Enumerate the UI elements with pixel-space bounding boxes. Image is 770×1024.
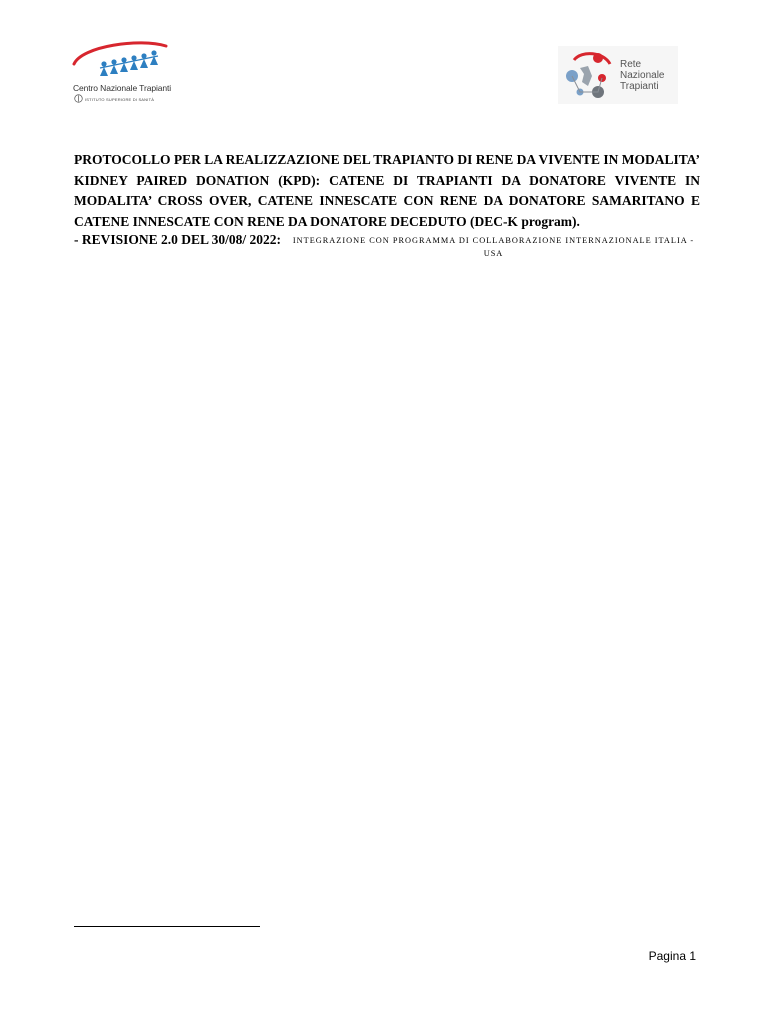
- revision-line: [74, 232, 700, 260]
- page-number: Pagina 1: [648, 949, 696, 963]
- document-title-block: [74, 150, 700, 260]
- rnt-logo-line-3: Trapianti: [620, 81, 659, 92]
- revision-label: - REVISIONE 2.0 DEL 30/08/ 2022:: [74, 232, 282, 247]
- rnt-logo-line-1: Rete: [620, 59, 642, 70]
- rnt-logo-text: [620, 59, 664, 92]
- rnt-network-icon: [558, 46, 618, 104]
- cnt-logo-text: Centro Nazionale Trapianti: [73, 83, 172, 93]
- centro-nazionale-trapianti-logo: [70, 40, 180, 108]
- revision-description: INTEGRAZIONE CON PROGRAMMA DI COLLABORAZIONE INTERNAZIONALE ITALIA - USA: [292, 236, 695, 258]
- cnt-people-arc-icon: [70, 40, 180, 84]
- rnt-logo-line-2: Nazionale: [620, 70, 665, 81]
- rete-nazionale-trapianti-logo: [558, 46, 678, 104]
- iss-logo-text: ISTITUTO SUPERIORE DI SANITÀ: [85, 97, 155, 102]
- document-title: PROTOCOLLO PER LA REALIZZAZIONE DEL TRAPIANTO DI RENE DA VIVENTE IN MODALITA’ KIDNEY PAIRED DONATION (KPD): CATENE DI TRAPIANTI DA DONATORE VIVENTE IN MODALITA’ CROSS OVER, CATENE INNESCATE CON RENE DA DONATORE SAMARITANO E CATENE INNESCATE CON RENE DA DONATORE DECEDUTO (DEC-K program).: [74, 152, 700, 229]
- footnote-separator: [74, 926, 260, 927]
- iss-seal-icon: [74, 94, 83, 103]
